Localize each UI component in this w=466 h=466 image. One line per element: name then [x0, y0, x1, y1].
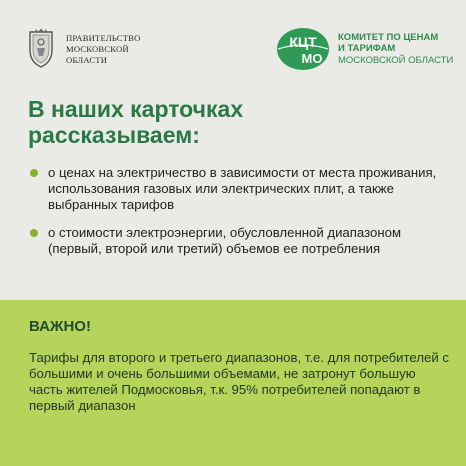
- committee-name-line2: И ТАРИФАМ: [338, 43, 396, 55]
- list-item-text: о стоимости электроэнергии, обусловленной диапазоном (первый, второй или третий) объемов ее потребления: [48, 225, 402, 256]
- bullet-dot-icon: [30, 169, 38, 177]
- svg-text:КЦТ: КЦТ: [289, 34, 317, 50]
- page-title: [28, 96, 328, 148]
- committee-name-line1: КОМИТЕТ ПО ЦЕНАМ: [338, 32, 439, 44]
- government-name-line: МОСКОВСКОЙ: [66, 43, 129, 54]
- list-item: [30, 225, 450, 257]
- moscow-oblast-coat-of-arms-icon: [24, 28, 58, 70]
- page-title-line1: В наших карточках: [28, 96, 244, 122]
- notice-text: Тарифы для второго и третьего диапазонов, т.е. для потребителей с большими и очень большими объемами, не затронут большую часть жителей Подмосковья, т.к. 95% потребителей попадают в первый диапазон: [29, 350, 449, 413]
- government-header: [24, 28, 140, 70]
- page-title-line2: рассказываем:: [28, 122, 200, 148]
- kctmo-logo-icon: [276, 27, 330, 71]
- svg-text:МО: МО: [301, 51, 323, 66]
- topics-list: [30, 165, 450, 269]
- list-item: [30, 165, 450, 213]
- committee-header: [276, 27, 453, 71]
- list-item-text: о ценах на электричество в зависимости от места проживания, использования газовых или электрических плит, а также выбранных тарифов: [48, 165, 437, 212]
- notice-title: ВАЖНО!: [29, 318, 91, 335]
- government-name-line: ОБЛАСТИ: [66, 54, 108, 65]
- government-name: [66, 33, 140, 66]
- committee-name-line3: МОСКОВСКОЙ ОБЛАСТИ: [338, 54, 454, 66]
- government-name-line: ПРАВИТЕЛЬСТВО: [66, 32, 141, 43]
- bullet-dot-icon: [30, 229, 38, 237]
- committee-name: [338, 32, 453, 66]
